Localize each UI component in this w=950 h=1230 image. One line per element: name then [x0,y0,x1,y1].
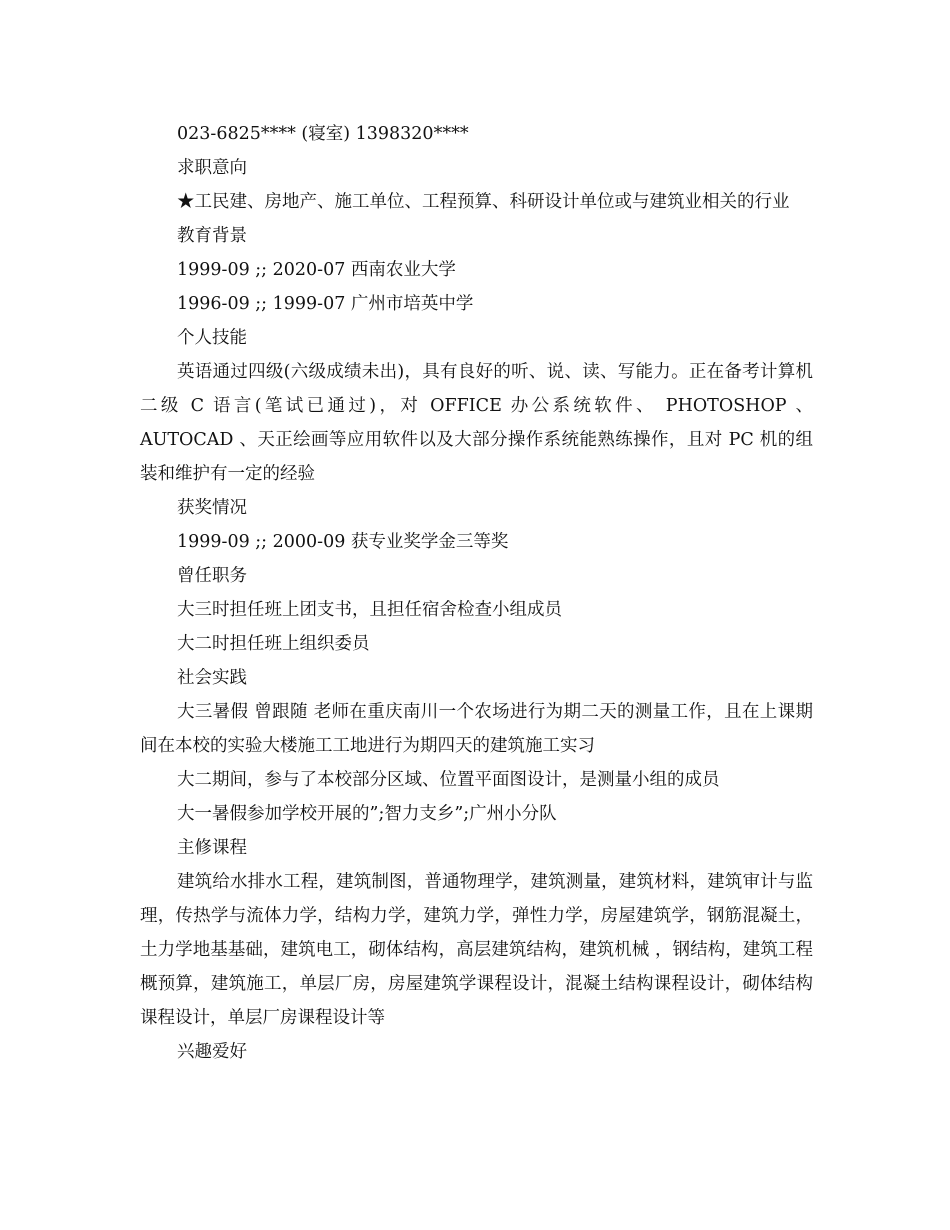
positions-item: 大三时担任班上团支书，且担任宿舍检查小组成员 [177,600,562,620]
practice-item: 大三暑假 曾跟随 老师在重庆南川一个农场进行为期二天的测量工作，且在上课期间在本校的实验大楼施工工地进行为期四天的建筑施工实习 [140,702,813,756]
skills-text: 英语通过四级(六级成绩未出)，具有良好的听、说、读、写能力。正在备考计算机二级 C 语言(笔试已通过)，对 OFFICE 办公系统软件、 PHOTOSHOP 、AUTOCAD 、天正绘画等应用软件以及大部分操作系统能熟练操作，且对 PC 机的组装和维护有一定的经验 [140,362,813,484]
positions-heading: 曾任职务 [177,566,247,586]
contact-line: 023-6825**** (寝室) 1398320**** [177,124,469,144]
education-item: 1999-09 ;; 2020-07 西南农业大学 [177,260,456,280]
awards-heading: 获奖情况 [177,498,247,518]
courses-text: 建筑给水排水工程，建筑制图，普通物理学，建筑测量，建筑材料，建筑审计与监理，传热学与流体力学，结构力学，建筑力学，弹性力学，房屋建筑学，钢筋混凝土，土力学地基基础，建筑电工，砌体结构，高层建筑结构，建筑机械 ，钢结构，建筑工程概预算，建筑施工，单层厂房，房屋建筑学课程设计，混凝土结构课程设计，砌体结构课程设计，单层厂房课程设计等 [140,872,813,1028]
practice-heading: 社会实践 [177,668,247,688]
positions-item: 大二时担任班上组织委员 [177,634,370,654]
resume-body [140,117,813,1069]
education-heading: 教育背景 [177,226,247,246]
education-item: 1996-09 ;; 1999-07 广州市培英中学 [177,294,474,314]
job-intention-text: ★工民建、房地产、施工单位、工程预算、科研设计单位或与建筑业相关的行业 [177,192,790,212]
practice-item: 大二期间，参与了本校部分区域、位置平面图设计，是测量小组的成员 [177,770,720,790]
courses-heading: 主修课程 [177,838,247,858]
awards-item: 1999-09 ;; 2000-09 获专业奖学金三等奖 [177,532,509,552]
practice-item: 大一暑假参加学校开展的”;智力支乡”;广州小分队 [177,804,557,824]
hobbies-heading: 兴趣爱好 [177,1042,247,1062]
job-intention-heading: 求职意向 [177,158,247,178]
skills-heading: 个人技能 [177,328,247,348]
